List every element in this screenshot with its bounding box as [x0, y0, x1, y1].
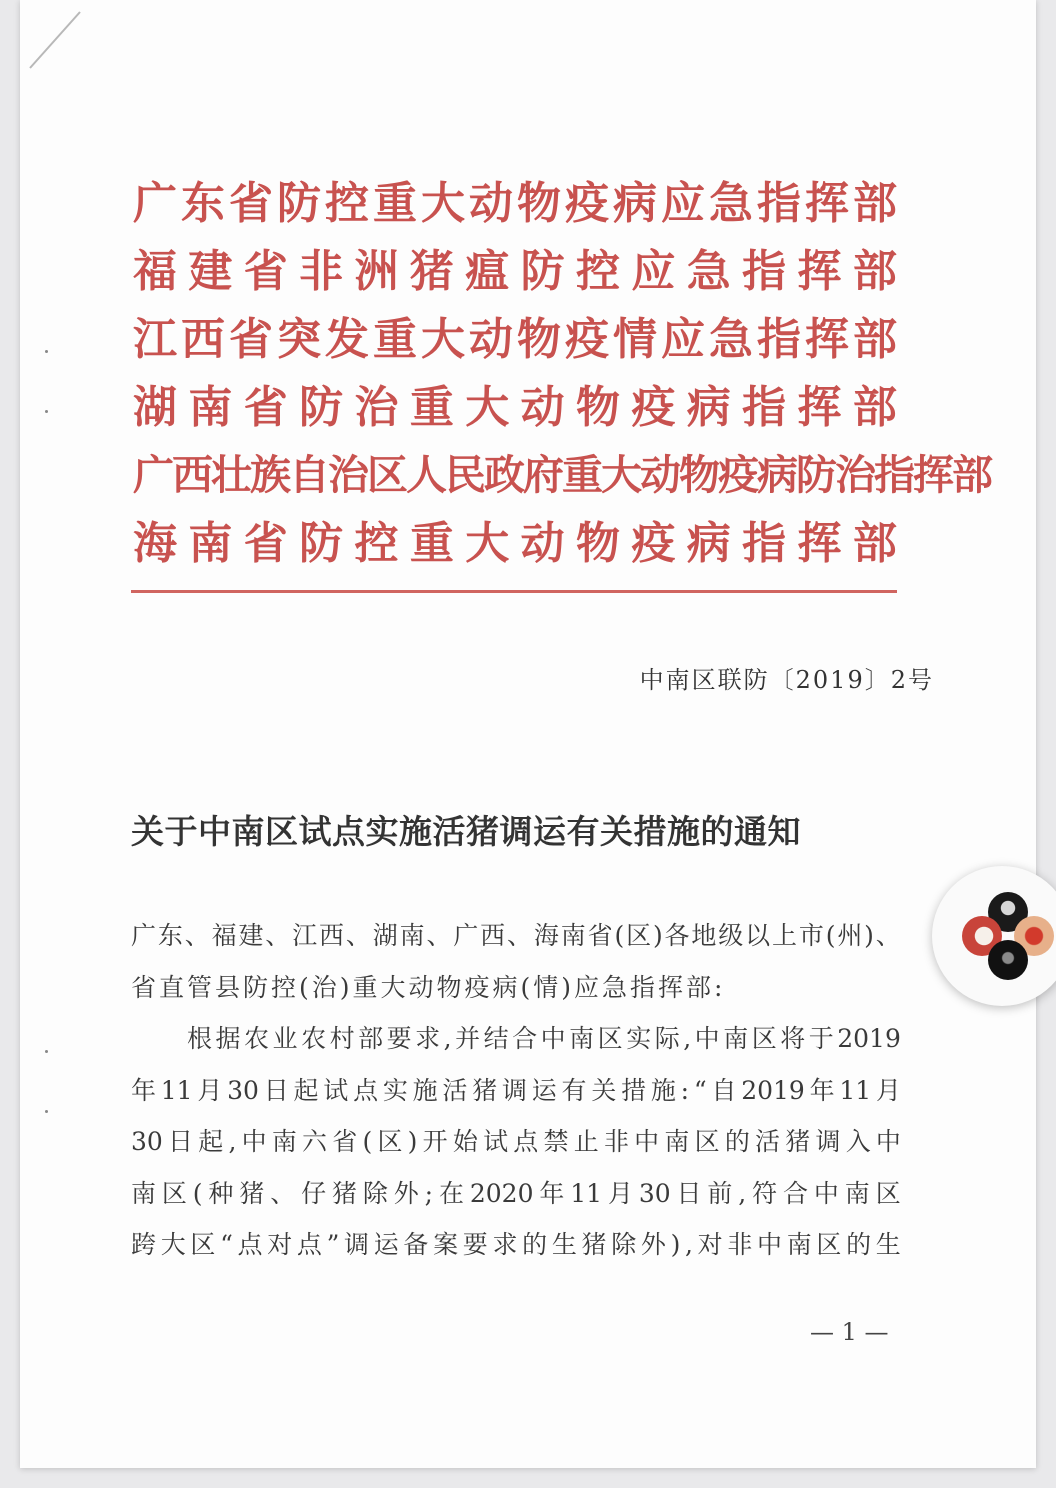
page-fold-mark: [28, 10, 88, 70]
scan-speck: [45, 410, 48, 413]
body-line: 年 11 月 30 日 起 试 点 实 施 活 猪 调 运 有 关 措 施 : “ 自 2019 年 11 月: [131, 1075, 901, 1105]
scan-speck: [45, 1110, 48, 1113]
notice-title: 关于中南区试点实施活猪调运有关措施的通知: [131, 812, 801, 851]
document-number: 中南区联防〔2019〕2号: [639, 666, 934, 694]
avatar: [988, 940, 1028, 980]
header-line: 湖 南 省 防 治 重 大 动 物 疫 病 指 挥 部: [133, 382, 897, 433]
body-line: 30 日 起 , 中 南 六 省 ( 区 ) 开 始 试 点 禁 止 非 中 南 区 的 活 猪 调 入 中: [131, 1127, 901, 1156]
body-line: 省直管县防控(治)重大动物疫病(情)应急指挥部:: [131, 972, 726, 1002]
header-line: 海 南 省 防 控 重 大 动 物 疫 病 指 挥 部: [133, 518, 897, 569]
body-line: 跨 大 区 “ 点 对 点 ” 调 运 备 案 要 求 的 生 猪 除 外 ) , 对 非 中 南 区 的 生: [131, 1230, 901, 1259]
body-line: 广 东 、 福 建 、 江 西 、 湖 南 、 广 西 、 海 南 省 ( 区 ) 各 地 级 以 上 市 ( 州 ) 、: [131, 921, 901, 950]
header-line: 广 西 壮 族 自 治 区 人 民 政 府 重 大 动 物 疫 病 防 治 指 挥 部: [133, 450, 991, 499]
avatar-cluster-icon: [960, 892, 1056, 984]
body-line: 根 据 农 业 农 村 部 要 求 , 并 结 合 中 南 区 实 际 , 中 南 区 将 于 2019: [187, 1024, 901, 1053]
header-line: 江 西 省 突 发 重 大 动 物 疫 情 应 急 指 挥 部: [133, 314, 897, 365]
red-header-rule: [131, 590, 897, 593]
page-number: — 1 —: [810, 1318, 889, 1346]
header-line: 福 建 省 非 洲 猪 瘟 防 控 应 急 指 挥 部: [133, 246, 897, 297]
body-text: [131, 910, 901, 1271]
scan-speck: [45, 1050, 48, 1053]
body-line: 南 区 ( 种 猪 、 仔 猪 除 外 ; 在 2020 年 11 月 30 日 前 , 符 合 中 南 区: [131, 1178, 901, 1208]
header-line: 广 东 省 防 控 重 大 动 物 疫 病 应 急 指 挥 部: [133, 178, 897, 229]
scan-speck: [45, 350, 48, 353]
issuing-authorities: [133, 165, 991, 573]
